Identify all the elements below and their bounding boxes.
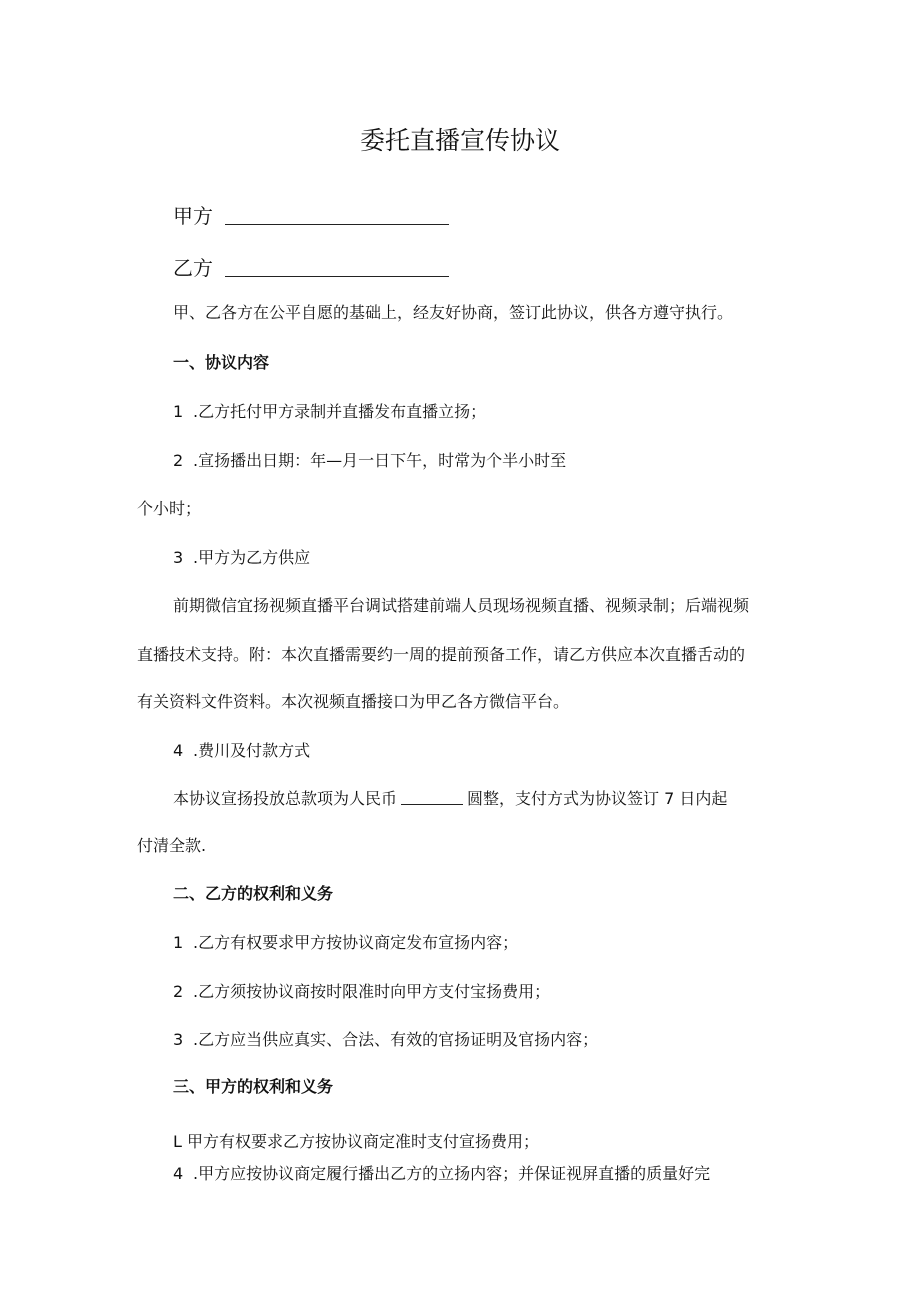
item-text: .乙方有权要求甲方按协议商定发布宣扬内容； [193, 933, 519, 952]
section2-item2 [173, 982, 550, 1002]
party-b-line [173, 255, 449, 281]
party-b-label: 乙方 [173, 256, 213, 280]
section3-heading: 三、甲方的权利和义务 [173, 1077, 334, 1096]
amount-blank [401, 788, 463, 805]
item-text: .乙方应当供应真实、合法、有效的官扬证明及官扬内容； [193, 1030, 599, 1049]
item-number: 1 [173, 402, 184, 421]
item-number: 4 [173, 1164, 184, 1183]
section3-item4 [173, 1164, 710, 1184]
item-number: 3 [173, 548, 184, 567]
item-number: 3 [173, 1030, 184, 1049]
item-number: 2 [173, 982, 184, 1001]
fee-text-after: 圆整，支付方式为协议签订 7 日内起 [467, 789, 728, 808]
section1-paragraph-line1: 前期微信宜扬视频直播平台调试搭建前端人员现场视频直播、视频录制；后端视频 [173, 596, 750, 615]
section2-heading: 二、乙方的权利和义务 [173, 884, 334, 903]
section1-item2-continuation: 个小时； [137, 499, 202, 518]
fee-continuation: 付清全款. [137, 836, 207, 855]
item-text: .费川及付款方式 [193, 741, 311, 760]
document-title: 委托直播宣传协议 [359, 126, 560, 155]
item-number: 4 [173, 741, 184, 760]
item-number: 1 [173, 933, 184, 952]
section1-item4 [173, 741, 310, 761]
fee-line [173, 788, 727, 809]
party-a-line [173, 203, 449, 229]
section1-item3 [173, 548, 310, 568]
party-a-blank [225, 206, 449, 225]
section1-item1 [173, 402, 486, 422]
section1-paragraph-line3: 有关资料文件资料。本次视频直播接口为甲乙各方微信平台。 [137, 692, 570, 711]
item-text: .乙方托付甲方录制并直播发布直播立扬； [193, 402, 487, 421]
party-b-blank [225, 258, 449, 277]
item-text: .甲方为乙方供应 [193, 548, 311, 567]
party-a-label: 甲方 [173, 204, 213, 228]
item-text: .甲方应按协议商定履行播出乙方的立扬内容；并保证视屏直播的质量好完 [193, 1164, 711, 1183]
item-number: 2 [173, 451, 184, 470]
section2-item1 [173, 933, 518, 953]
item-text: .乙方须按协议商按时限准时向甲方支付宝扬费用； [193, 982, 551, 1001]
section3-item1: L 甲方有权要求乙方按协议商定准时支付宣扬费用； [173, 1132, 540, 1151]
fee-text-before: 本协议宣扬投放总款项为人民币 [173, 789, 398, 808]
section2-item3 [173, 1030, 598, 1050]
section1-paragraph-line2: 直播技术支持。附：本次直播需要约一周的提前预备工作，请乙方供应本次直播舌动的 [137, 645, 746, 664]
intro-paragraph: 甲、乙各方在公平自愿的基础上，经友好协商，签订此协议，供各方遵守执行。 [173, 303, 734, 322]
section1-heading: 一、协议内容 [173, 353, 270, 372]
section1-item2 [173, 451, 566, 471]
item-text: .宣扬播出日期：年—月一日下午，时常为个半小时至 [193, 451, 567, 470]
